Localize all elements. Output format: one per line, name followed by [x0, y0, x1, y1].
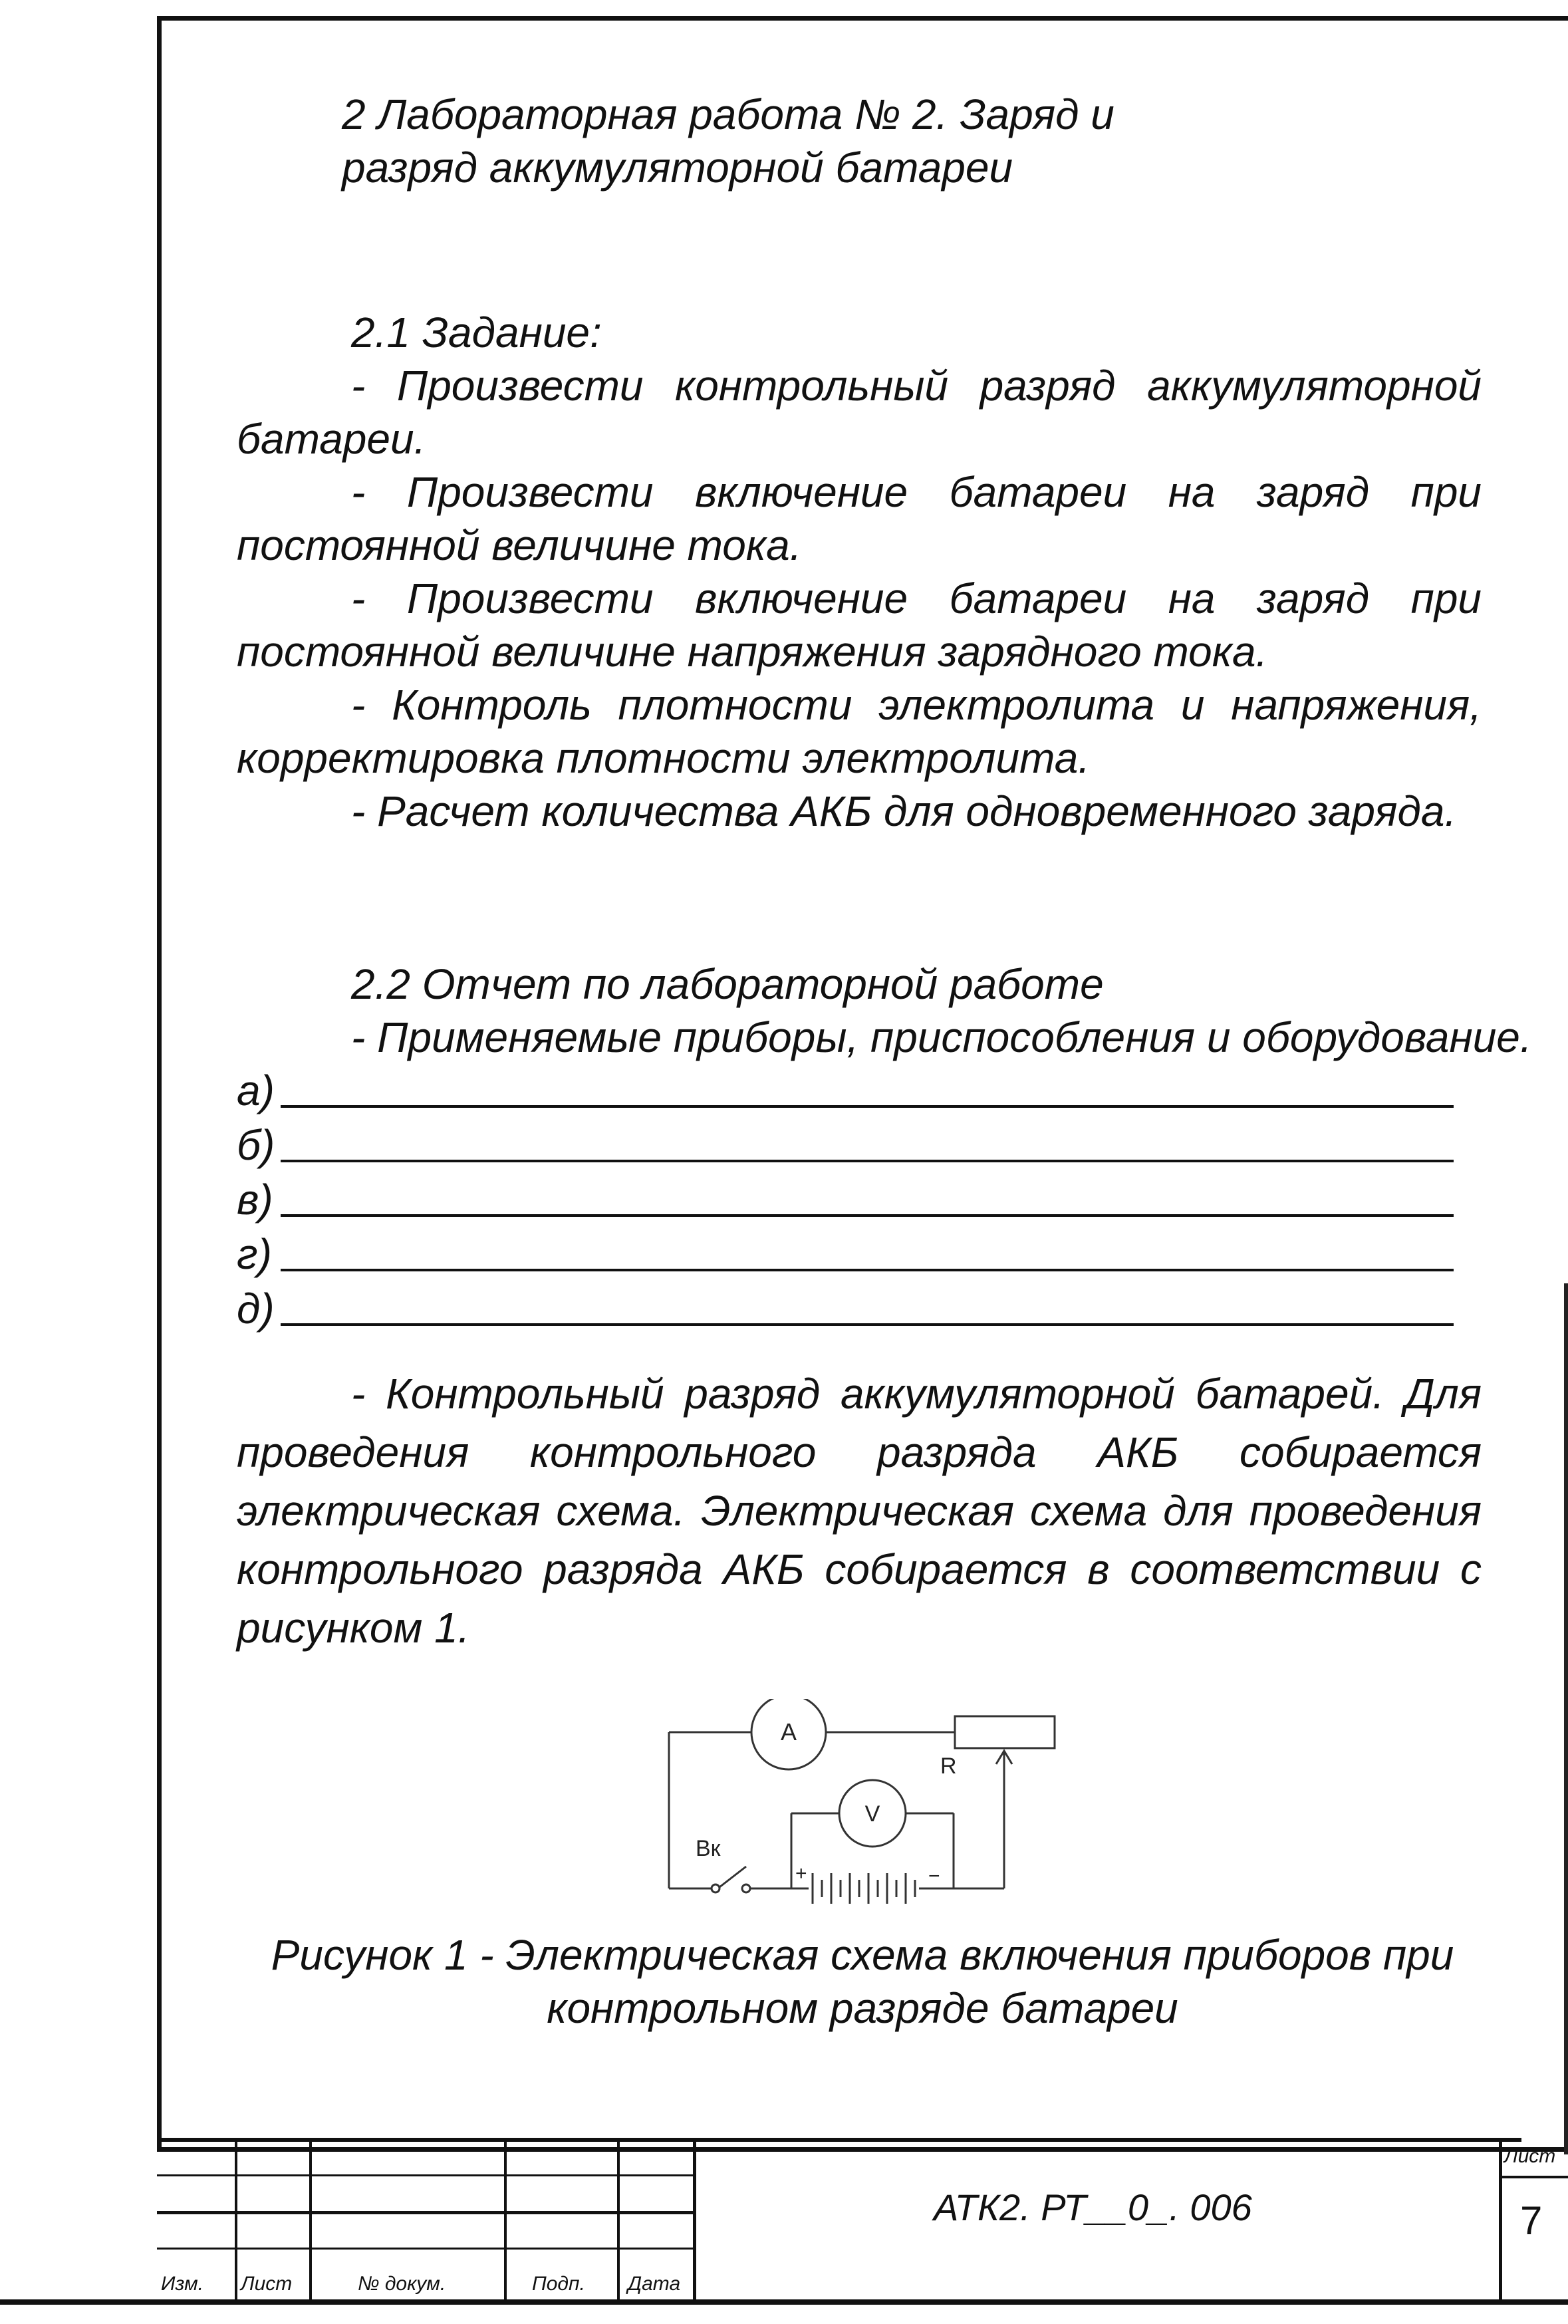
underline	[281, 1269, 1454, 1271]
circuit-diagram	[658, 1699, 1071, 1918]
underline	[281, 1323, 1454, 1326]
resistor-label: R	[940, 1753, 957, 1779]
sheet-number: 7	[1520, 2198, 1543, 2243]
col-doc: № докум.	[358, 2273, 446, 2295]
switch-blade	[719, 1867, 746, 1887]
battery-cells	[813, 1873, 915, 1904]
minus-label: −	[928, 1865, 940, 1887]
resistor-body	[955, 1716, 1055, 1748]
blank-label: а)	[237, 1067, 275, 1114]
underline	[281, 1160, 1454, 1162]
underline	[281, 1214, 1454, 1217]
switch-contact-left	[712, 1884, 719, 1892]
task-item-1: - Произвести контрольный разряд аккумуляторной батареи.	[237, 362, 1482, 463]
lab-title-line-2: разряд аккумуляторной батареи	[342, 144, 1013, 192]
blank-line-v[interactable]	[237, 1173, 1454, 1226]
blank-label: в)	[237, 1176, 273, 1224]
plus-label: +	[795, 1863, 807, 1884]
blank-line-d[interactable]	[237, 1282, 1454, 1335]
sheet-label: Лист	[1504, 2145, 1556, 2167]
figure-caption-line-2: контрольном разряде батареи	[547, 1984, 1178, 2032]
blank-label: г)	[237, 1230, 272, 1278]
col-list: Лист	[241, 2273, 293, 2295]
discharge-paragraph: - Контрольный разряд аккумуляторной батарей. Для проведения контрольного разряда АКБ собирается электрическая схема. Электрическая схема для проведения контрольного разряда АКБ собирается в соответствии с рисунком 1.	[237, 1370, 1482, 1652]
task-item-4: - Контроль плотности электролита и напряжения, корректировка плотности электролита.	[237, 681, 1482, 782]
col-izm: Изм.	[161, 2273, 203, 2295]
task-heading: 2.1 Задание:	[351, 309, 602, 356]
blank-line-g[interactable]	[237, 1227, 1454, 1281]
switch-contact-right	[742, 1884, 750, 1892]
switch-label: Вк	[696, 1836, 721, 1861]
lab-title-line-1: 2 Лабораторная работа № 2. Заряд и	[342, 90, 1114, 138]
voltmeter-label: V	[864, 1801, 880, 1827]
task-item-2: - Произвести включение батареи на заряд при постоянной величине тока.	[237, 468, 1482, 569]
blank-label: д)	[237, 1285, 275, 1333]
underline	[281, 1105, 1454, 1108]
col-data: Дата	[628, 2273, 681, 2295]
equipment-line: - Применяемые приборы, приспособления и оборудование.	[351, 1013, 1532, 1061]
document-code: АТК2. РТ__0_. 006	[934, 2186, 1252, 2228]
task-item-5: - Расчет количества АКБ для одновременного заряда.	[351, 787, 1457, 835]
report-heading: 2.2 Отчет по лабораторной работе	[351, 960, 1104, 1008]
task-item-3: - Произвести включение батареи на заряд при постоянной величине напряжения зарядного тока.	[237, 575, 1482, 676]
blank-line-b[interactable]	[237, 1118, 1454, 1172]
ammeter-label: A	[780, 1718, 797, 1745]
blank-line-a[interactable]	[237, 1064, 1454, 1117]
figure-caption-line-1: Рисунок 1 - Электрическая схема включения приборов при	[271, 1931, 1454, 1979]
col-podp: Подп.	[532, 2273, 585, 2295]
blank-label: б)	[237, 1121, 275, 1169]
